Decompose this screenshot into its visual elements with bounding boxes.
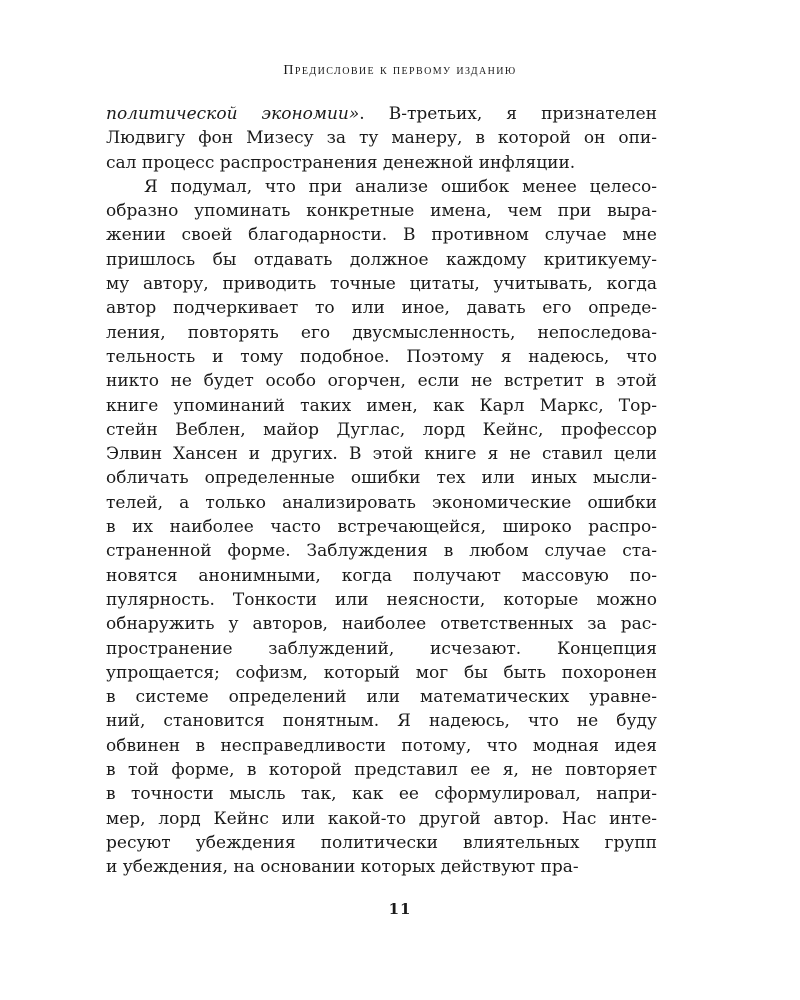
text-line: в точности мысль так, как ее сформулировал, напри- [106,784,657,805]
body-text [106,102,657,880]
text-line: телей, а только анализировать экономические ошибки [106,492,657,513]
text-line: обвинен в несправедливости потому, что модная идея [106,735,657,756]
text-line [106,102,657,126]
text-line: автор подчеркивает то или иное, давать его опреде- [106,298,657,319]
italic-phrase: политической экономии» [106,104,360,124]
text-line: му автору, приводить точные цитаты, учитывать, когда [106,274,657,295]
text-line: обнаружить у авторов, наиболее ответственных за рас- [106,614,657,635]
page-number: 11 [388,900,412,918]
text-line: ления, повторять его двусмысленность, непоследова- [106,322,657,343]
text-line: пришлось бы отдавать должное каждому критикуему- [106,249,657,270]
text-line: тельность и тому подобное. Поэтому я надеюсь, что [106,346,657,367]
paragraph-start-line: Я подумал, что при анализе ошибок менее целесо- [144,176,657,197]
text-line: и убеждения, на основании которых действуют пра- [106,857,579,878]
text-line: образно упоминать конкретные имена, чем при выра- [106,201,657,222]
text-line: стейн Веблен, майор Дуглас, лорд Кейнс, профессор [106,419,657,440]
text-line: в системе определений или математических уравне- [106,687,657,708]
text-line: пространение заблуждений, исчезают. Концепция [106,638,657,659]
running-header: Предисловие к первому изданию [283,63,517,78]
text-line: жении своей благодарности. В противном случае мне [106,225,657,246]
text-line: в их наиболее часто встречающейся, широко распро- [106,517,657,538]
text-line: Людвигу фон Мизесу за ту манеру, в которой он опи- [106,128,657,149]
text-line: никто не будет особо огорчен, если не встретит в этой [106,371,657,392]
text-line: обличать определенные ошибки тех или иных мысли- [106,468,657,489]
text-line: упрощается; софизм, который мог бы быть похоронен [106,662,657,683]
text-line: мер, лорд Кейнс или какой-то другой автор. Нас инте- [106,808,657,829]
text-line: страненной форме. Заблуждения в любом случае ста- [106,541,657,562]
text-line: книге упоминаний таких имен, как Карл Маркс, Тор- [106,395,657,416]
text-line: пулярность. Тонкости или неясности, которые можно [106,589,657,610]
text-line: ресуют убеждения политически влиятельных групп [106,832,657,853]
text-line: новятся анонимными, когда получают массовую по- [106,565,657,586]
text-line: в той форме, в которой представил ее я, не повторяет [106,760,657,781]
text-line: ний, становится понятным. Я надеюсь, что не буду [106,711,657,732]
text-fragment: . В-третьих, я признателен [359,104,657,124]
text-line: Элвин Хансен и других. В этой книге я не ставил цели [106,444,657,465]
text-line: сал процесс распространения денежной инфляции. [106,152,576,173]
